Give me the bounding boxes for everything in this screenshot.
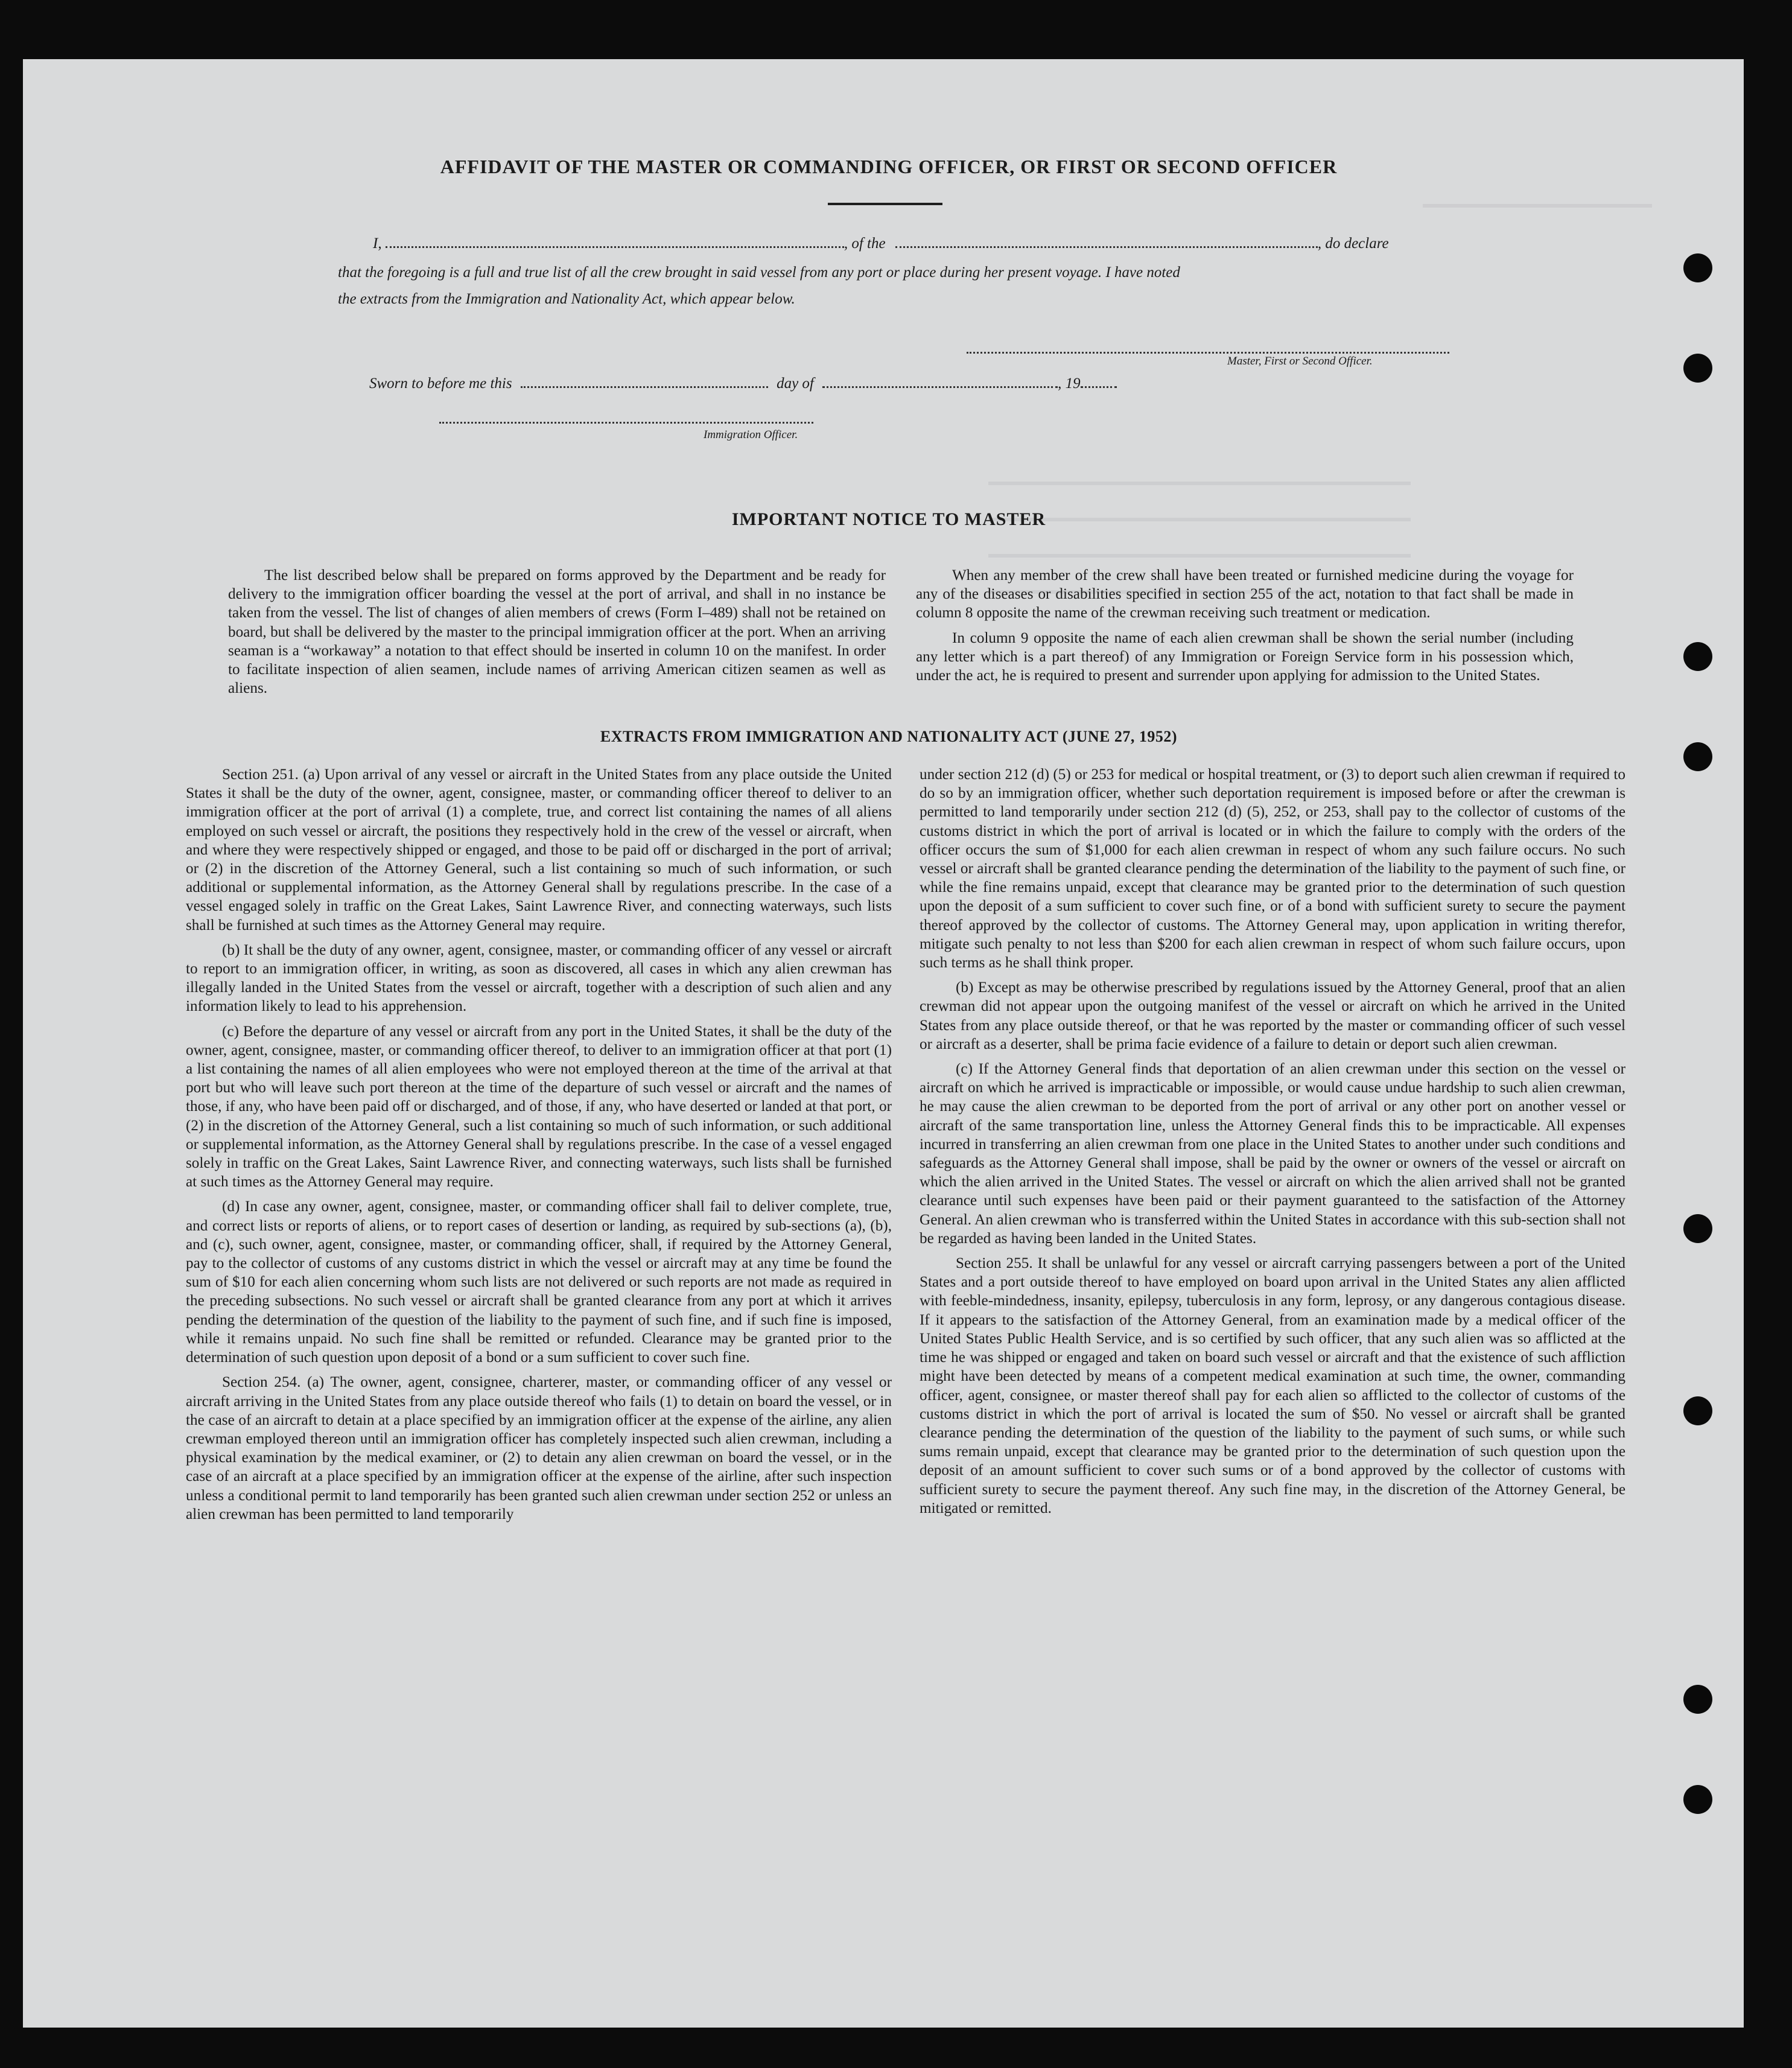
extracts-left-column — [186, 765, 892, 1530]
declaration-text-2: that the foregoing is a full and true list of all the crew brought in said vessel from any port or place during her present voyage. I have noted — [338, 264, 1180, 281]
sworn-line — [369, 375, 1117, 392]
section-paragraph: Section 254. (a) The owner, agent, consignee, charterer, master, or commanding officer of any vessel or aircraft arriving in the United States from any place outside thereof who fails (1) to detain on board the vessel, or in the case of an aircraft to detain at a place specified by an immigration officer at the expense of the airline, any alien crewman employed thereon until an immigration officer has completely inspected such alien crewman, including a physical examination by the medical examiner, or (2) to detain any alien crewman on board the vessel, or in the case of an aircraft at a place specified by an immigration officer at the expense of the airline, after such inspection unless a conditional permit to land temporarily has been granted such alien crewman under section 252 or unless an alien crewman has been permitted to land temporarily — [186, 1374, 892, 1522]
section-paragraph: under section 212 (d) (5) or 253 for medical or hospital treatment, or (3) to deport such alien crewman if required to do so by an immigration officer, whether such deportation requirement is imposed before or after the crewman is permitted to land temporarily under section 212 (d) (5), 252, or 253, shall pay to the collector of customs of the customs district in which the port of arrival is located or in which the failure to comply with the orders of the officer occurs the sum of $1,000 for each alien crewman in respect of whom any such failure occurs. No such vessel or aircraft shall be granted clearance pending the determination of the liability to the payment of such fine, or while the fine remains unpaid, except that clearance may be granted prior to the determination of such question upon the deposit of a sum sufficient to cover such fine, or of a bond with sufficient surety to secure the payment thereof approved by the collector of customs. The Attorney General may, upon application in writing therefor, mitigate such penalty to not less than $200 for each alien crewman in respect of whom such failure occurs, upon such terms as he shall think proper. — [920, 766, 1625, 972]
notice-title: IMPORTANT NOTICE TO MASTER — [731, 509, 1046, 529]
declarant-label: I, — [373, 235, 382, 252]
notice-right-column — [916, 566, 1574, 691]
sworn-day-field[interactable] — [521, 386, 768, 388]
extracts-title: EXTRACTS FROM IMMIGRATION AND NATIONALITY ACT (JUNE 27, 1952) — [600, 728, 1178, 745]
extracts-right-column — [920, 765, 1625, 1524]
of-the-label: , of the — [844, 235, 886, 252]
section-paragraph: Section 255. It shall be unlawful for any vessel or aircraft carrying passengers between a port of the United States and a port outside thereof to have employed on board upon arrival in the United States any alien afflicted with feeble-mindedness, insanity, epilepsy, tuberculosis in any form, leprosy, or any dangerous contagious disease. If it appears to the satisfaction of the Attorney General, from an examination made by a medical officer of the United States Public Health Service, and is so certified by such officer, that any such alien was so afflicted at the time he was shipped or engaged and taken on board such vessel or aircraft and that the existence of such affliction might have been detected by means of a competent medical examination at such time, the owner, commanding officer, agent, consignee, or master thereof shall pay for each alien so afflicted to the collector of customs of the customs district in which the port of arrival is located the sum of $50. No vessel or aircraft shall be granted clearance pending the determination of the question of the liability to the payment of such sums, or while such sums remain unpaid, except that clearance may be granted prior to the determination of such question upon the deposit of an amount sufficient to cover such sums or of a bond approved by the collector of customs with sufficient surety to secure the payment thereof. Any such fine may, in the discretion of the Attorney General, be mitigated or remitted. — [920, 1255, 1625, 1516]
notice-right-paragraph: When any member of the crew shall have been treated or furnished medicine during the voyage for any of the diseases or disabilities specified in section 255 of the act, notation to that fact shall be made in column 8 opposite the name of the crewman receiving such treatment or medication. — [916, 567, 1574, 622]
section-paragraph: Section 251. (a) Upon arrival of any vessel or aircraft in the United States from any place outside the United States it shall be the duty of the owner, agent, consignee, master, or commanding officer thereof to deliver to an immigration officer at the port of arrival (1) a complete, true, and correct list containing the names of all aliens employed on such vessel or aircraft, the positions they respectively hold in the crew of the vessel or aircraft, when and where they were respectively shipped or engaged, and those to be paid off or discharged in the port of arrival; or (2) in the discretion of the Attorney General, such a list containing so much of such information, or such additional or supplemental information, as the Attorney General shall by regulations prescribe. In the case of a vessel engaged solely in traffic on the Great Lakes, Saint Lawrence River, and connecting waterways, such lists shall be furnished at such times as the Attorney General may require. — [186, 766, 892, 934]
section-paragraph: (c) If the Attorney General finds that deportation of an alien crewman under this section on the vessel or aircraft on which he arrived is impracticable or impossible, or would cause undue hardship to such alien crewman, he may cause the alien crewman to be deported from the port of arrival or any other port on another vessel or aircraft of the same transportation line, unless the Attorney General finds this to be impracticable. All expenses incurred in transferring an alien crewman from one place in the United States to another under such conditions and safeguards as the Attorney General shall impose, shall be paid by the owner or owners of the vessel or aircraft on which the alien arrived in the United States. The vessel or aircraft on which the alien arrived shall not be granted clearance until such expenses have been paid or their payment guaranteed to the satisfaction of the Attorney General. An alien crewman who is transferred within the United States in accordance with this sub-section shall not be regarded as having been landed in the United States. — [920, 1061, 1625, 1247]
sworn-year-field[interactable] — [1081, 386, 1117, 388]
sworn-label: Sworn to before me this — [369, 375, 512, 392]
master-signature-caption: Master, First or Second Officer. — [1227, 355, 1373, 367]
day-of-label: day of — [777, 375, 814, 392]
document-page — [23, 59, 1744, 2028]
affidavit-title: AFFIDAVIT OF THE MASTER OR COMMANDING OFFICER, OR FIRST OR SECOND OFFICER — [440, 156, 1338, 177]
year-prefix-label: , 19 — [1058, 375, 1081, 392]
section-paragraph: (b) It shall be the duty of any owner, agent, consignee, master, or commanding officer of any vessel or aircraft to report to an immigration officer, in writing, as soon as discovered, all cases in which any alien crewman has illegally landed in the United States from the vessel or aircraft, together with a description of such alien and any information likely to lead to his apprehension. — [186, 941, 892, 1015]
sworn-month-field[interactable] — [822, 386, 1058, 388]
declaration-line — [373, 235, 1389, 252]
section-paragraph: (c) Before the departure of any vessel or aircraft from any port in the United States, it shall be the duty of the owner, agent, consignee, master, or commanding officer thereof, to deliver to an immigration officer at that port (1) a list containing the names of all alien employees who were not employed thereon at the time of the arrival at that port but who will leave such port thereon at the time of the departure of such vessel or aircraft and the names of those, if any, who have been paid off or discharged, and of those, if any, who have deserted or landed at that port, or (2) in the discretion of the Attorney General, such a list containing so much of such information, or such additional or supplemental information, as the Attorney General shall by regulations prescribe. In the case of a vessel engaged solely in traffic on the Great Lakes, Saint Lawrence River, and connecting waterways, such lists shall be furnished at such times as the Attorney General may require. — [186, 1023, 892, 1191]
declaration-text-3: the extracts from the Immigration and Nationality Act, which appear below. — [338, 291, 795, 307]
section-paragraph: (b) Except as may be otherwise prescribed by regulations issued by the Attorney General, proof that an alien crewman did not appear upon the outgoing manifest of the vessel or aircraft on which he arrived in the United States from any place outside thereof, or that he was reported by the master or commanding officer of such vessel or aircraft as a deserter, shall be prima facie evidence of a failure to detain or deport such alien crewman. — [920, 979, 1625, 1052]
notice-left-paragraph: The list described below shall be prepared on forms approved by the Department and be ready for delivery to the immigration officer boarding the vessel at the port of arrival, and shall in no instance be taken from the vessel. The list of changes of alien members of crews (Form I–489) shall not be retained on board, but shall be delivered by the master to the principal immigration officer at the port. When an arriving seaman is a “workaway” a notation to that effect should be inserted in column 10 on the manifest. In order to facilitate inspection of alien seamen, include names of arriving American citizen seamen as well as aliens. — [228, 567, 886, 697]
section-paragraph: (d) In case any owner, agent, consignee, master, or commanding officer shall fail to deliver complete, true, and correct lists or reports of aliens, or to report cases of desertion or landing, as required by sub-sections (a), (b), and (c), such owner, agent, consignee, master, or commanding officer, shall, if required by the Attorney General, pay to the collector of customs of any customs district in which the vessel or aircraft may at any time be found the sum of $10 for each alien concerning whom such lists are not delivered or such reports are not made as required in the preceding subsections. No such vessel or aircraft shall be granted clearance from any port at which it arrives pending the determination of the question of the liability to the payment of such fine, and if such fine is imposed, while it remains unpaid. No such fine shall be remitted or refunded. Clearance may be granted prior to the determination of such question upon deposit of a bond or a sum sufficient to cover such fine. — [186, 1198, 892, 1366]
vessel-name-field[interactable] — [895, 246, 1318, 248]
notice-right-paragraph: In column 9 opposite the name of each alien crewman shall be shown the serial number (including any letter which is a part thereof) of any Immigration or Foreign Service form in his possession which, under the act, he is required to present and surrender upon applying for admission to the United States. — [916, 629, 1574, 684]
notice-left-column — [228, 566, 886, 704]
title-underline — [828, 203, 942, 205]
declarant-name-field[interactable] — [386, 246, 844, 248]
master-signature-field[interactable] — [967, 351, 1449, 354]
officer-signature-field[interactable] — [439, 421, 813, 424]
officer-signature-caption: Immigration Officer. — [704, 428, 798, 441]
do-declare-label: , do declare — [1317, 235, 1389, 252]
